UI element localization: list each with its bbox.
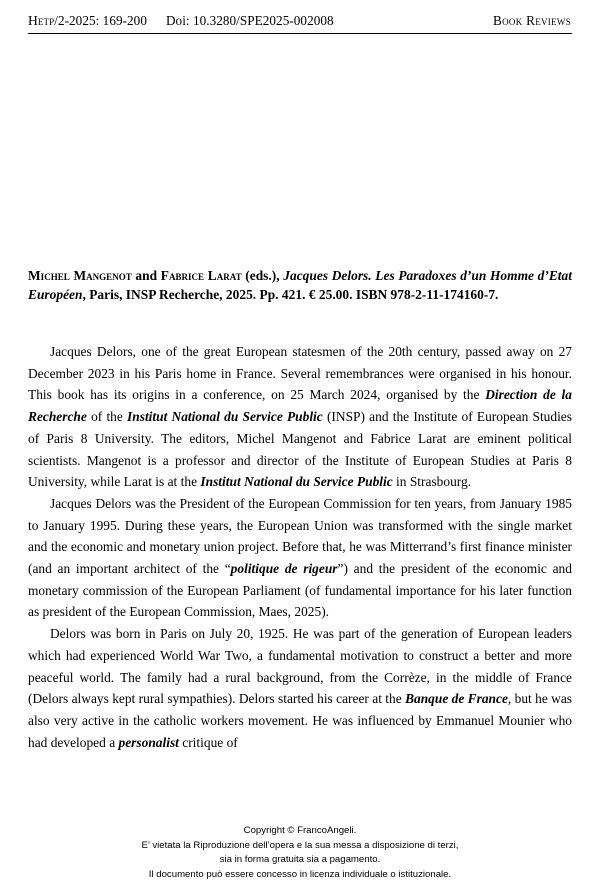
book-citation xyxy=(28,266,572,304)
emphasised-term: politique de rigeur xyxy=(230,561,338,577)
copyright-footer xyxy=(0,824,600,882)
emphasised-term: Banque de France xyxy=(405,691,508,707)
publication-details: , Paris, INSP Recherche, 2025. Pp. 421. € 25.00. ISBN 978-2-11-174160-7. xyxy=(82,287,499,303)
journal-abbreviation xyxy=(28,13,54,29)
footer-line-1: Copyright © FrancoAngeli. xyxy=(243,825,357,836)
editor-two-firstname-initial: F xyxy=(160,268,169,283)
running-head xyxy=(28,13,572,31)
footer-line-2: E’ vietata la Riproduzione dell’opera e la sua messa a disposizione di terzi, xyxy=(141,839,459,851)
editor-one-surname-initial: M xyxy=(73,268,87,283)
emphasised-term: personalist xyxy=(118,734,179,750)
doi-text: Doi: 10.3280/SPE2025-002008 xyxy=(165,13,334,28)
editors-role: (eds.), xyxy=(245,268,280,283)
emphasised-term: Direction de la Recherche xyxy=(28,387,572,425)
editors-conjunction: and xyxy=(135,268,158,283)
editor-one-firstname-rest: ichel xyxy=(40,268,70,283)
emphasised-term: Institut National du Service Public xyxy=(127,409,323,425)
editor-two-surname-initial: L xyxy=(207,268,217,283)
editor-two-name xyxy=(161,268,242,283)
editor-one-firstname-initial: M xyxy=(28,268,41,283)
paragraph-2: Jacques Delors was the President of the European Commission for ten years, from January 1985 to January 1995. During these years, the European Union was transformed with the single market and the economic and monetary union project. Before that, he was Mitterrand’s first finance minister (and an important architect of the “politique de rigeur”) and the president of the economic and monetary commission of the European Parliament (of fundamental importance for his later function as president of the European Commission, Maes, 2025). xyxy=(28,495,572,620)
paragraph-3: Delors was born in Paris on July 20, 1925. He was part of the generation of European leaders which had experienced World War Two, a fundamental motivation to construct a better and more peaceful world. The family had a rural background, from the Corrèze, in the middle of France (Delors always kept rural sympathies). Delors started his career at the Banque de France, but he was also very active in the catholic workers movement. He was influenced by Emmanuel Mounier who had developed a personalist critique of xyxy=(28,626,573,750)
issue-pages: /2-2025: 169-200 xyxy=(54,13,147,28)
editor-two-surname-rest: arat xyxy=(216,268,242,283)
review-body xyxy=(28,341,572,753)
editor-one-surname-rest: angenot xyxy=(86,268,132,283)
section-title: Book Reviews xyxy=(493,13,571,28)
footer-line-3: sia in forma gratuita sia a pagamento. xyxy=(219,854,381,866)
journal-abbreviation-initial: H xyxy=(28,13,38,28)
header-rule xyxy=(28,33,572,34)
paragraph-1: Jacques Delors, one of the great European statesmen of the 20th century, passed away on 27 December 2023 in his Paris home in France. Several remembrances were organised in his honour. This book has its origins in a conference, on 25 March 2024, organised by the Direction de la Recherche of the Institut National du Service Public (INSP) and the Institute of European Studies of Paris 8 University. The editors, Michel Mangenot and Fabrice Larat are eminent political scientists. Mangenot is a professor and director of the Institute of European Studies at Paris 8 University, while Larat is at the Institut National du Service Public in Strasbourg. xyxy=(28,344,572,490)
book-title: Jacques Delors. Les Paradoxes d’un Homme d’Etat Européen xyxy=(28,268,572,303)
journal-abbreviation-rest: etp xyxy=(37,13,55,28)
emphasised-term: Institut National du Service Public xyxy=(200,474,393,490)
footer-line-4: Il documento può essere concesso in licenza individuale o istituzionale. xyxy=(148,868,452,880)
running-head-left xyxy=(28,13,334,29)
editor-two-firstname-rest: abrice xyxy=(168,268,205,283)
editor-one-name xyxy=(28,268,132,283)
